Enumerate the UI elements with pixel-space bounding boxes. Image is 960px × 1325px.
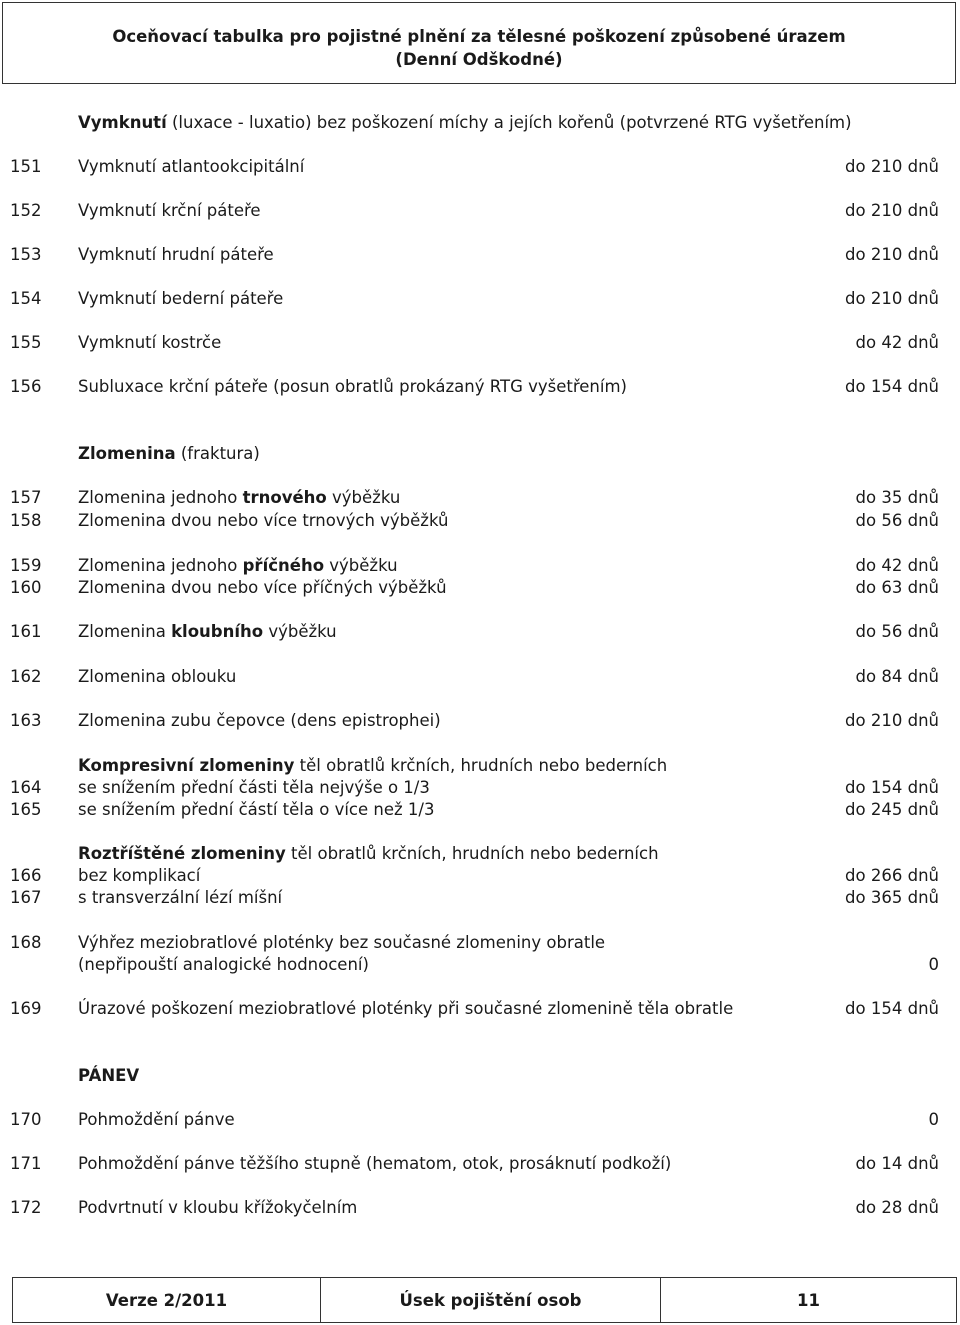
row-number: 167 (10, 888, 42, 907)
row-number: 161 (10, 622, 42, 641)
row-number: 168 (10, 933, 42, 952)
row-number: 152 (10, 201, 42, 220)
footer-page-number: 11 (797, 1290, 820, 1310)
row-text: bez komplikací (78, 866, 201, 885)
row-number: 172 (10, 1198, 42, 1217)
row-value: do 210 dnů (845, 157, 939, 176)
row-number: 159 (10, 556, 42, 575)
row-number: 155 (10, 333, 42, 352)
subsection-heading-roztristene: Roztříštěné zlomeniny těl obratlů krčních, hrudních nebo bederních (78, 844, 659, 863)
row-text: Pohmoždění pánve (78, 1110, 235, 1129)
row-value: do 245 dnů (845, 800, 939, 819)
row-value: do 154 dnů (845, 999, 939, 1018)
document-footer (12, 1277, 957, 1323)
row-text: Zlomenina oblouku (78, 667, 237, 686)
row-number: 160 (10, 578, 42, 597)
row-number: 171 (10, 1154, 42, 1173)
row-number: 162 (10, 667, 42, 686)
row-value: do 28 dnů (855, 1198, 939, 1217)
footer-version: Verze 2/2011 (13, 1278, 321, 1322)
row-number: 164 (10, 778, 42, 797)
row-text: Zlomenina kloubního výběžku (78, 622, 337, 641)
section-heading-luxace: Vymknutí (luxace - luxatio) bez poškození míchy a jejích kořenů (potvrzené RTG vyšetřením) (78, 113, 852, 132)
row-value: do 210 dnů (845, 711, 939, 730)
row-text: Zlomenina dvou nebo více příčných výběžků (78, 578, 447, 597)
row-value: do 154 dnů (845, 377, 939, 396)
row-value: do 210 dnů (845, 245, 939, 264)
row-value: do 266 dnů (845, 866, 939, 885)
row-text: Podvrtnutí v kloubu křížokyčelním (78, 1198, 358, 1217)
row-number: 165 (10, 800, 42, 819)
row-value: do 35 dnů (855, 488, 939, 507)
subsection-heading-kompresivni: Kompresivní zlomeniny těl obratlů krčních, hrudních nebo bederních (78, 756, 668, 775)
row-number: 163 (10, 711, 42, 730)
row-value: do 365 dnů (845, 888, 939, 907)
row-value: do 56 dnů (855, 622, 939, 641)
row-value: do 63 dnů (855, 578, 939, 597)
document-header (2, 2, 956, 84)
row-number: 151 (10, 157, 42, 176)
row-text-continued: (nepřipouští analogické hodnocení) (78, 955, 369, 974)
row-text: Zlomenina jednoho příčného výběžku (78, 556, 398, 575)
row-number: 156 (10, 377, 42, 396)
row-text: Pohmoždění pánve těžšího stupně (hematom, otok, prosáknutí podkoží) (78, 1154, 672, 1173)
row-value: do 42 dnů (855, 556, 939, 575)
row-text: Úrazové poškození meziobratlové ploténky při současné zlomenině těla obratle (78, 999, 734, 1018)
row-number: 153 (10, 245, 42, 264)
row-value: 0 (928, 955, 939, 974)
row-text: se snížením přední části těla nejvýše o 1/3 (78, 778, 430, 797)
row-number: 158 (10, 511, 42, 530)
row-text: Zlomenina zubu čepovce (dens epistrophei) (78, 711, 441, 730)
row-value: do 42 dnů (855, 333, 939, 352)
row-number: 169 (10, 999, 42, 1018)
row-text: se snížením přední částí těla o více než 1/3 (78, 800, 435, 819)
row-value: do 210 dnů (845, 201, 939, 220)
row-number: 157 (10, 488, 42, 507)
row-text: Zlomenina dvou nebo více trnových výběžků (78, 511, 449, 530)
row-text: Vymknutí kostrče (78, 333, 222, 352)
row-value: do 14 dnů (855, 1154, 939, 1173)
row-text: Výhřez meziobratlové ploténky bez současné zlomeniny obratle (78, 933, 606, 952)
row-value: do 84 dnů (855, 667, 939, 686)
page-subtitle: (Denní Odškodné) (395, 50, 563, 69)
row-value: do 56 dnů (855, 511, 939, 530)
row-text: Vymknutí hrudní páteře (78, 245, 274, 264)
row-number: 154 (10, 289, 42, 308)
footer-department: Úsek pojištění osob (321, 1278, 661, 1322)
row-number: 170 (10, 1110, 42, 1129)
row-text: Subluxace krční páteře (posun obratlů prokázaný RTG vyšetřením) (78, 377, 627, 396)
row-value: do 154 dnů (845, 778, 939, 797)
row-text: Vymknutí krční páteře (78, 201, 261, 220)
page-title: Oceňovací tabulka pro pojistné plnění za tělesné poškození způsobené úrazem (112, 27, 846, 46)
row-text: s transverzální lézí míšní (78, 888, 283, 907)
section-heading-fraktura: Zlomenina (fraktura) (78, 444, 260, 463)
row-value: 0 (928, 1110, 939, 1129)
row-text: Vymknutí bederní páteře (78, 289, 284, 308)
row-number: 166 (10, 866, 42, 885)
row-value: do 210 dnů (845, 289, 939, 308)
row-text: Zlomenina jednoho trnového výběžku (78, 488, 401, 507)
row-text: Vymknutí atlantookcipitální (78, 157, 305, 176)
section-heading-panev: PÁNEV (78, 1066, 140, 1085)
